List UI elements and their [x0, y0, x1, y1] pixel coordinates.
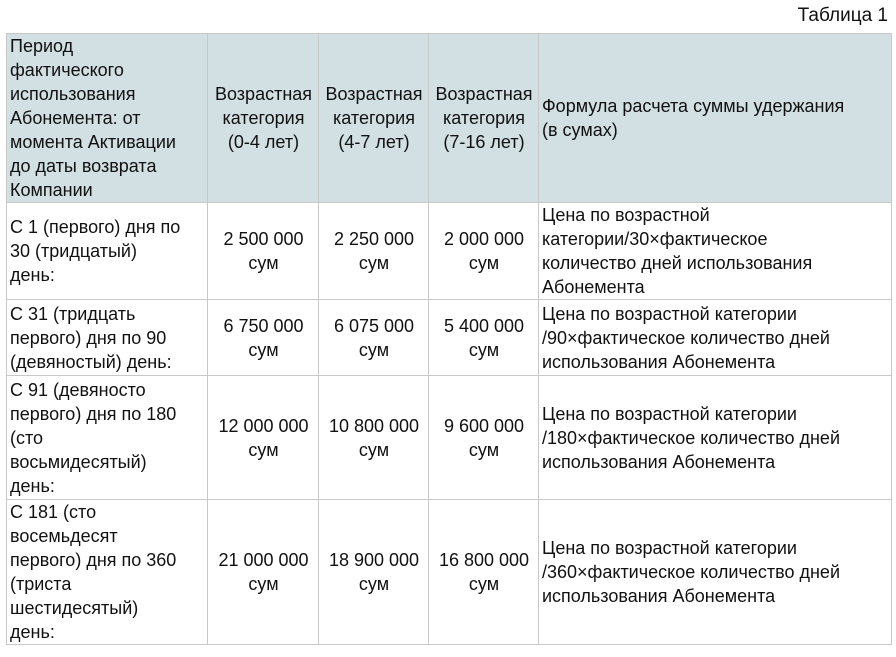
table-row [7, 376, 892, 500]
price-cell: 2 250 000 сум [319, 203, 429, 300]
price-cell: 18 900 000 сум [319, 500, 429, 645]
header-period: Период фактического использования Абонемента: от момента Активации до даты возврата Компании [7, 34, 208, 203]
period-cell: С 31 (тридцать первого) дня по 90 (девяностый) день: [7, 300, 208, 376]
price-cell: 16 800 000 сум [429, 500, 539, 645]
price-cell: 6 750 000 сум [208, 300, 319, 376]
price-cell: 2 000 000 сум [429, 203, 539, 300]
header-row [7, 34, 892, 203]
table-row [7, 500, 892, 645]
header-age-4-7: Возрастная категория (4-7 лет) [319, 34, 429, 203]
period-cell: С 1 (первого) дня по 30 (тридцатый) день: [7, 203, 208, 300]
period-cell: С 91 (девяносто первого) дня по 180 (сто восьмидесятый) день: [7, 376, 208, 500]
header-age-7-16: Возрастная категория (7-16 лет) [429, 34, 539, 203]
retention-table [6, 33, 892, 645]
table-row [7, 203, 892, 300]
formula-cell: Цена по возрастной категории /360×фактическое количество дней использования Абонемента [539, 500, 892, 645]
price-cell: 5 400 000 сум [429, 300, 539, 376]
price-cell: 9 600 000 сум [429, 376, 539, 500]
price-cell: 6 075 000 сум [319, 300, 429, 376]
period-cell: С 181 (сто восемьдесят первого) дня по 360 (триста шестидесятый) день: [7, 500, 208, 645]
price-cell: 10 800 000 сум [319, 376, 429, 500]
formula-cell: Цена по возрастной категории/30×фактическое количество дней использования Абонемента [539, 203, 892, 300]
price-cell: 21 000 000 сум [208, 500, 319, 645]
header-age-0-4: Возрастная категория (0-4 лет) [208, 34, 319, 203]
header-formula: Формула расчета суммы удержания (в сумах) [539, 34, 892, 203]
price-cell: 12 000 000 сум [208, 376, 319, 500]
table-caption: Таблица 1 [797, 5, 888, 26]
formula-cell: Цена по возрастной категории /90×фактическое количество дней использования Абонемента [539, 300, 892, 376]
formula-cell: Цена по возрастной категории /180×фактическое количество дней использования Абонемента [539, 376, 892, 500]
table-row [7, 300, 892, 376]
price-cell: 2 500 000 сум [208, 203, 319, 300]
